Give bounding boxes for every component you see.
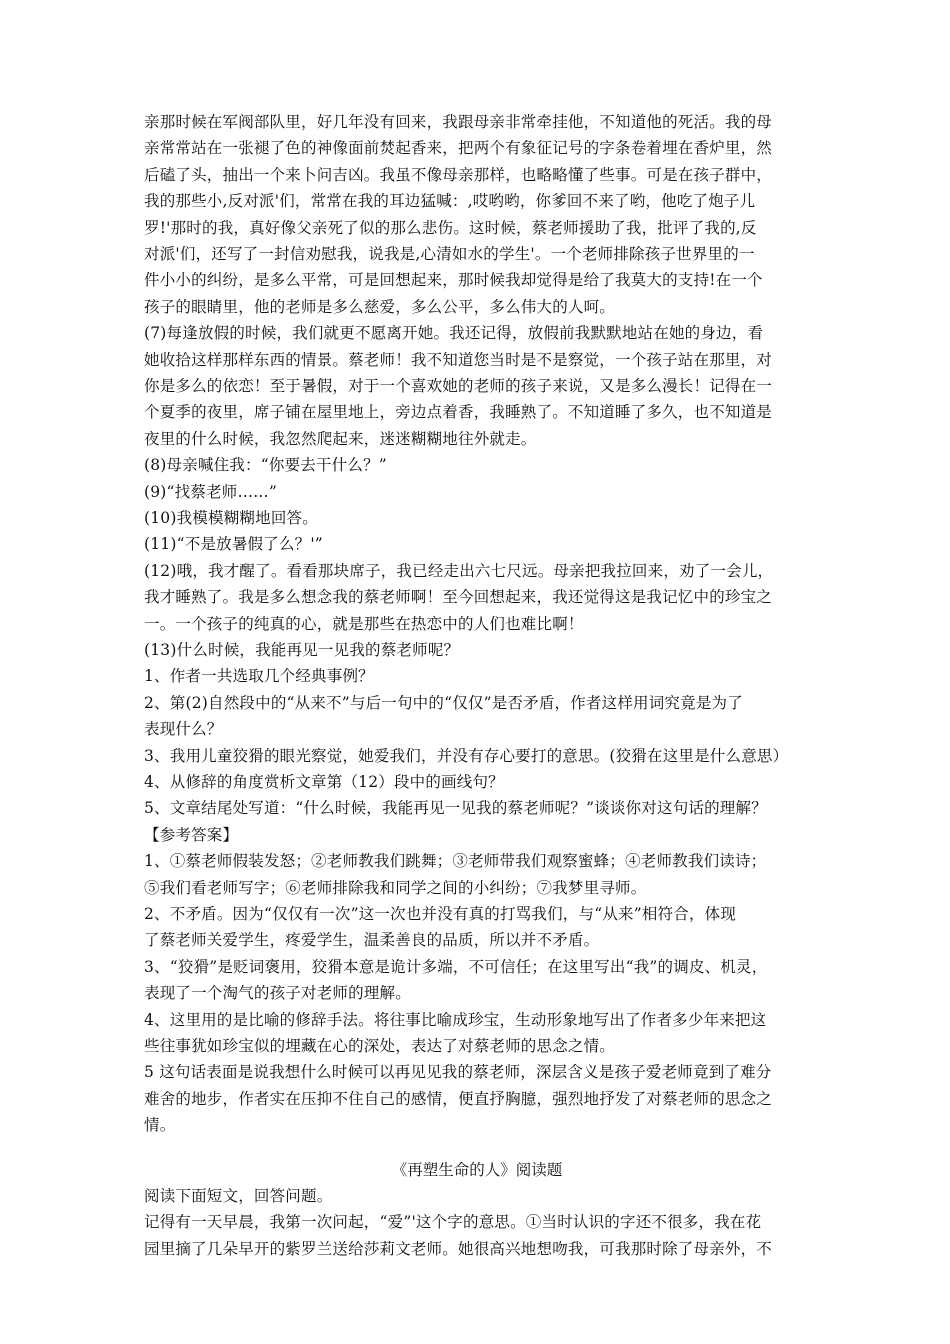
text-line: 罗!'那时的我，真好像父亲死了似的那么悲伤。这时候，蔡老师援助了我，批评了我的,反 (144, 218, 757, 237)
text-line: 1、①蔡老师假装发怒；②老师教我们跳舞；③老师带我们观察蜜蜂；④老师教我们读诗； (144, 852, 767, 871)
text-line: 表现了一个淘气的孩子对老师的理解。 (144, 984, 411, 1003)
text-line: (9)“找蔡老师……” (144, 482, 278, 501)
text-line: 了蔡老师关爱学生，疼爱学生，温柔善良的品质，所以并不矛盾。 (144, 931, 600, 950)
text-line: 些往事犹如珍宝似的埋藏在心的深处，表达了对蔡老师的思念之情。 (144, 1037, 616, 1055)
text-line: (11)“不是放暑假了么？'” (144, 535, 323, 554)
text-line: 夜里的什么时候，我忽然爬起来，迷迷糊糊地往外就走。 (144, 429, 537, 448)
text-line: (8)母亲喊住我：“你要去干什么？” (144, 456, 387, 475)
text-line: 后磕了头，抽出一个来卜问吉凶。我虽不像母亲那样，也略略懂了些事。可是在孩子群中， (144, 165, 773, 184)
text-line: (10)我模模糊糊地回答。 (144, 509, 318, 527)
text-line: (7)每逢放假的时候，我们就更不愿离开她。我还记得，放假前我默默地站在她的身边，看 (144, 324, 764, 343)
text-line: (12)哦，我才醒了。看看那块席子，我已经走出六七尺远。母亲把我拉回来，劝了一会儿， (144, 561, 774, 580)
text-line: 亲那时候在军阀部队里，好几年没有回来，我跟母亲非常牵挂他，不知道他的死活。我的母 (144, 113, 773, 131)
text-line: 5、文章结尾处写道：“什么时候，我能再见一见我的蔡老师呢？”谈谈你对这句话的理解？ (144, 799, 767, 818)
text-line: 记得有一天早晨，我第一次问起，“爱”'这个字的意思。①当时认识的字还不很多，我在花 (144, 1213, 762, 1232)
text-line: 1、作者一共选取几个经典事例？ (144, 667, 374, 686)
text-line: 个夏季的夜里，席子铺在屋里地上，旁边点着香，我睡熟了。不知道睡了多久，也不知道是 (144, 403, 773, 422)
text-line: 难舍的地步，作者实在压抑不住自己的感情，便直抒胸臆，强烈地抒发了对蔡老师的思念之 (144, 1089, 773, 1108)
text-line: 4、这里用的是比喻的修辞手法。将往事比喻成珍宝，生动形象地写出了作者多少年来把这 (144, 1010, 767, 1029)
text-line: 对派'们，还写了一封信劝慰我，说我是,心清如水的学生'。一个老师排除孩子世界里的一 (144, 245, 755, 263)
text-line: 表现什么？ (144, 720, 223, 739)
text-line: (13)什么时候，我能再见一见我的蔡老师呢？ (144, 641, 460, 659)
text-line: 她收拾这样那样东西的情景。蔡老师！我不知道您当时是不是察觉，一个孩子站在那里，对 (144, 350, 773, 369)
text-line: 2、不矛盾。因为“仅仅有一次”这一次也并没有真的打骂我们，与“从来”相符合，体现 (144, 905, 737, 923)
text-line: 我才睡熟了。我是多么想念我的蔡老师啊！至今回想起来，我还觉得这是我记忆中的珍宝之 (144, 588, 773, 607)
text-line: 你是多么的依恋！至于暑假，对于一个喜欢她的老师的孩子来说，又是多么漫长！记得在一 (144, 377, 773, 395)
text-line: 阅读下面短文，回答问题。 (144, 1187, 333, 1205)
text-line: 3、我用儿童狡猾的眼光察觉，她爱我们，并没有存心要打的意思。(狡猾在这里是什么意思） (144, 746, 789, 765)
text-line: 3、“狡猾”是贬词褒用，狡猾本意是诡计多端，不可信任；在这里写出“我”的调皮、机灵， (144, 957, 768, 976)
text-line: 情。 (144, 1116, 176, 1135)
text-line: 件小小的纠纷，是多么平常，可是回想起来，那时候我却觉得是给了我莫大的支持!在一个 (144, 271, 763, 290)
text-line: 一。一个孩子的纯真的心，就是那些在热恋中的人们也难比啊！ (144, 614, 584, 633)
text-line: 园里摘了几朵早开的紫罗兰送给莎莉文老师。她很高兴地想吻我，可我那时除了母亲外，不 (144, 1239, 773, 1258)
text-line: 亲常常站在一张褪了色的神像面前焚起香来，把两个有象征记号的字条卷着埋在香炉里，然 (144, 139, 773, 158)
text-line: 孩子的眼睛里，他的老师是多么慈爱，多么公平，多么伟大的人呵。 (144, 297, 616, 316)
text-line: 【参考答案】 (144, 825, 239, 844)
text-line: ⑤我们看老师写字；⑥老师排除我和同学之间的小纠纷；⑦我梦里寻师。 (144, 878, 647, 897)
text-line: 2、第(2)自然段中的“从来不”与后一句中的“仅仅”是否矛盾，作者这样用词究竟是为了 (144, 693, 743, 712)
text-line: 4、从修辞的角度赏析文章第（12）段中的画线句？ (144, 773, 504, 791)
text-line: 我的那些小,反对派'们，常常在我的耳边猛喊：,哎哟哟，你爹回不来了哟，他吃了炮子儿 (144, 192, 756, 211)
text-line: 5 这句话表面是说我想什么时候可以再见见我的蔡老师，深层含义是孩子爱老师竟到了难分 (144, 1063, 772, 1082)
section-title: 《再塑生命的人》阅读题 (391, 1160, 563, 1179)
